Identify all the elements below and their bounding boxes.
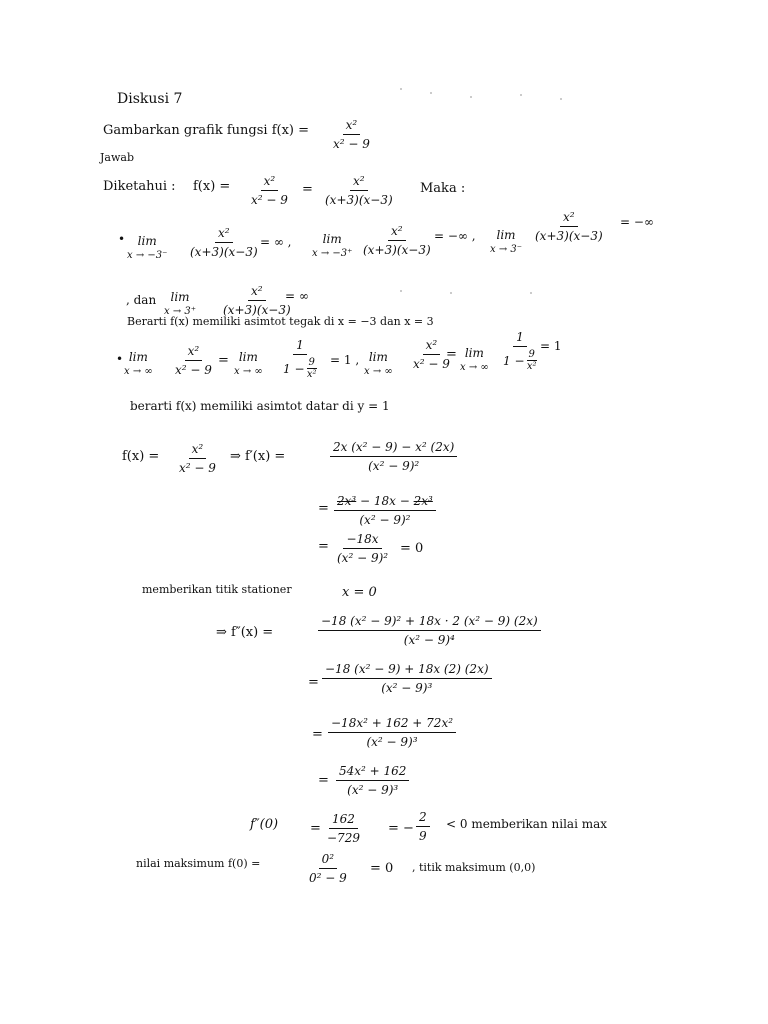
derivative1-step1: $\frac{\text{2x (x² − 9) − x² (2x)}}{\text{(x² − 9)²}}$ [330, 440, 457, 473]
limit-4-prefix: , dan [126, 293, 157, 307]
max-value-fraction: $\frac{\text{0²}}{\text{0² − 9}}$ [309, 852, 347, 885]
scan-speck [400, 290, 402, 292]
scan-speck [520, 94, 522, 96]
equals: = [318, 501, 329, 516]
equals: = [312, 727, 323, 742]
second-at-zero-fraction: $\frac{162}{-729}$ [327, 812, 360, 845]
limit-3-fraction: $\frac{\text{x²}}{(x+3)(x-3)}$ [535, 210, 603, 243]
derivative1-step2: $\frac{\text{2x³ − 18x − 2x³}}{\text{(x² − 9)²}}$ [334, 494, 436, 527]
derivative-arrow: ⇒ f′(x) = [230, 449, 286, 464]
task-function-fraction [330, 118, 373, 151]
derivative-f-fraction: $\frac{\text{x²}}{\text{x² − 9}}$ [179, 442, 216, 475]
limit-d-fraction: 1 1 − $\frac{9}{\text{x²}}$ [503, 330, 537, 372]
scan-speck [430, 92, 432, 94]
derivative1-result: = 0 [400, 541, 424, 556]
given-equals: = [302, 182, 313, 197]
limit-2-result: = −∞ , [434, 229, 476, 243]
limit-4: lim x → 3⁺ [164, 290, 197, 317]
second-derivative-lhs: ⇒ f″(x) = [216, 625, 274, 640]
derivative2-step4: $\frac{\text{54x² + 162}}{\text{(x² − 9)³}}$ [336, 764, 409, 797]
scan-speck [450, 292, 452, 294]
derivative2-step2: $\frac{\text{−18 (x² − 9) + 18x (2) (2x)}}{\text{(x² − 9)³}}$ [322, 662, 492, 695]
max-point: , titik maksimum (0,0) [412, 861, 536, 874]
answer-label: Jawab [100, 151, 134, 164]
given-label: Diketahui : [103, 179, 176, 194]
given-maka: Maka : [420, 181, 466, 196]
limit-a-fraction: $\frac{\text{x²}}{\text{x² − 9}}$ [175, 344, 212, 377]
limit-1: lim x → −3⁻ [127, 234, 168, 261]
stationary-value: x = 0 [342, 585, 377, 600]
limit-a: lim x → ∞ [124, 350, 153, 377]
max-value-label: nilai maksimum f(0) = [136, 857, 261, 870]
given-fraction-2: $\frac{\text{x²}}{(x+3)(x-3)}$ [325, 174, 393, 207]
equals: = [308, 675, 319, 690]
given-fraction-1: $\frac{\text{x²}}{\text{x² − 9}}$ [251, 174, 288, 207]
scan-speck [400, 88, 402, 90]
equals: = [446, 347, 457, 362]
limit-b: lim x → ∞ [234, 350, 263, 377]
given-fx: f(x) = [193, 179, 231, 194]
fraction-denominator: x² − 9 [333, 137, 370, 151]
fraction-numerator: x² [343, 118, 361, 135]
second-derivative-at-zero: f″(0) [250, 817, 279, 832]
bullet: • [116, 352, 124, 366]
derivative2-step3: $\frac{\text{−18x² + 162 + 72x²}}{\text{(x² − 9)³}}$ [328, 716, 456, 749]
limit-b-fraction: 1 1 − $\frac{9}{\text{x²}}$ [283, 338, 317, 380]
second-at-zero-fraction-2: $\frac{2}{9}$ [416, 810, 430, 843]
equals: = [318, 773, 329, 788]
limit-4-result: = ∞ [285, 289, 309, 303]
derivative-fx: f(x) = [122, 449, 160, 464]
limit-1-result: = ∞ , [260, 235, 292, 249]
scan-speck [530, 292, 532, 294]
limit-1-fraction: $\frac{\text{x²}}{(x+3)(x-3)}$ [190, 226, 258, 259]
limit-2-fraction: $\frac{\text{x²}}{(x+3)(x-3)}$ [363, 224, 431, 257]
limit-d: lim x → ∞ [460, 346, 489, 373]
derivative2-step1: $\frac{\text{−18 (x² − 9)² + 18x · 2 (x² − 9) (2x)}}{\text{(x² − 9)⁴}}$ [318, 614, 541, 647]
equals: = [318, 539, 329, 554]
page-title: Diskusi 7 [117, 91, 183, 107]
max-conclusion: < 0 memberikan nilai max [446, 817, 608, 831]
vertical-asymptote-conclusion: Berarti f(x) memiliki asimtot tegak di x = −3 dan x = 3 [127, 315, 434, 328]
scan-speck [560, 98, 562, 100]
equals-one: = 1 , [330, 353, 360, 367]
limit-2: lim x → −3⁺ [312, 232, 353, 259]
equals-minus: = − [388, 821, 414, 836]
stationary-text: memberikan titik stationer [142, 583, 292, 596]
limit-3: lim x → 3⁻ [490, 228, 523, 255]
derivative1-step3: $\frac{-18x}{\text{(x² − 9)²}}$ [337, 532, 389, 565]
bullet: • [118, 232, 126, 246]
equals-one: = 1 [540, 339, 562, 353]
equals: = [310, 821, 321, 836]
scan-speck [470, 96, 472, 98]
limit-4-fraction: $\frac{\text{x²}}{(x+3)(x-3)}$ [223, 284, 291, 317]
limit-c-fraction: $\frac{\text{x²}}{\text{x² − 9}}$ [413, 338, 450, 371]
limit-3-result: = −∞ [620, 215, 654, 229]
equals: = [218, 353, 229, 368]
task-prompt: Gambarkan grafik fungsi f(x) = [103, 123, 310, 138]
limit-c: lim x → ∞ [364, 350, 393, 377]
max-value-result: = 0 [370, 861, 394, 876]
horizontal-asymptote-conclusion: berarti f(x) memiliki asimtot datar di y = 1 [130, 399, 390, 413]
